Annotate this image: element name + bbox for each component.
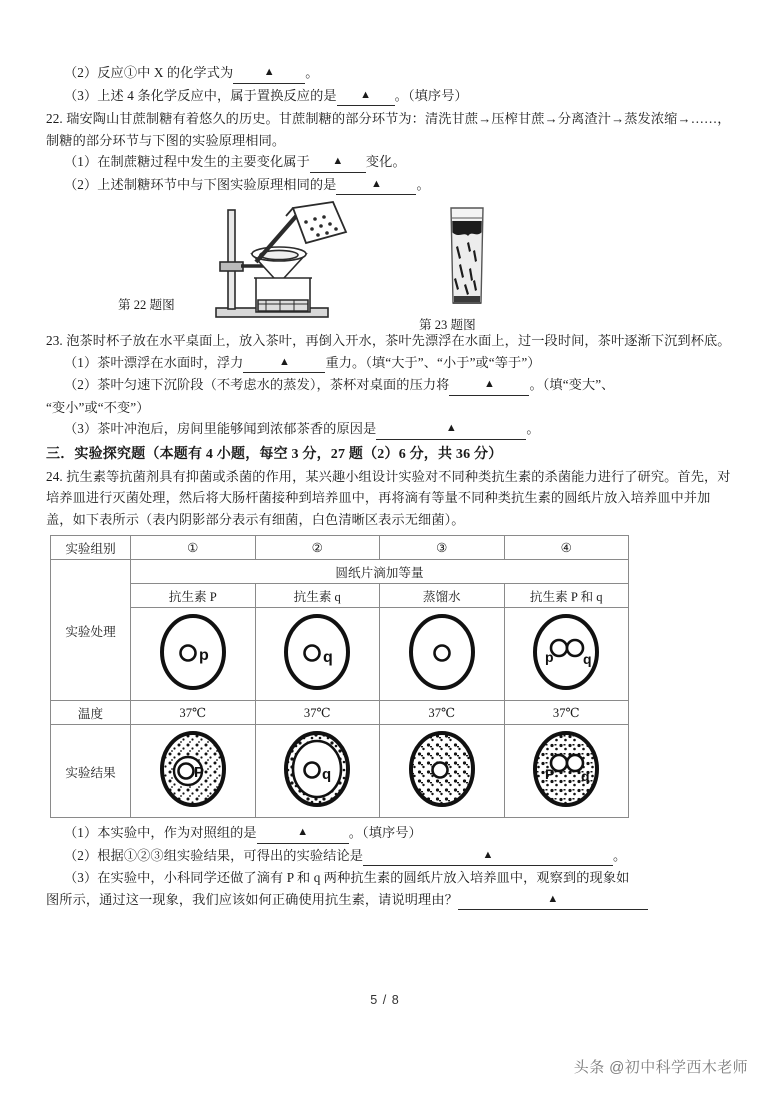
- result-dish-4: [504, 725, 629, 818]
- q22-item2-post: 。: [416, 176, 430, 192]
- treatment-dish-1: [131, 608, 256, 701]
- q23-item2-post2: “变小”或“不变”）: [46, 399, 150, 415]
- blank-triangle-icon: ▲: [332, 155, 344, 167]
- svg-text:P: P: [193, 764, 204, 781]
- q24-item2-post: 。: [613, 847, 627, 863]
- treatment-dish-2: [255, 608, 380, 701]
- table-row-group-header: [51, 536, 629, 560]
- disc-header-cell: 圆纸片滴加等量: [131, 560, 629, 584]
- table-row-results: [51, 725, 629, 818]
- table-row-treatment-dishes: [51, 608, 629, 701]
- watermark: 头条 @初中科学西木老师: [573, 1059, 748, 1076]
- q24-item2-pre: （2）根据①②③组实验结果，可得出的实验结论是: [64, 847, 364, 863]
- q23-item3-pre: （3）茶叶冲泡后，房间里能够闻到浓郁茶香的原因是: [64, 421, 377, 436]
- q23-item3-blank[interactable]: [376, 417, 526, 440]
- q23-number: 23.: [46, 333, 63, 348]
- q23-item1-pre: （1）茶叶漂浮在水面时，浮力: [64, 354, 244, 370]
- svg-text:p: p: [545, 649, 554, 665]
- row-label-result: 实验结果: [51, 725, 131, 818]
- result-dish-1: [131, 725, 256, 818]
- blank-triangle-icon: ▲: [360, 88, 372, 101]
- q23-stem-text: 泡茶时杯子放在水平桌面上，放入茶叶，再倒入开水，茶叶先漂浮在水面上，过一段时间，茶叶逐渐下沉到杯底。: [66, 333, 731, 348]
- experiment-table: [50, 535, 629, 818]
- question-22-stem: [46, 108, 734, 151]
- blank-triangle-icon: ▲: [445, 422, 457, 434]
- temperature-3: 37℃: [380, 701, 505, 725]
- svg-text:P: P: [545, 766, 555, 782]
- q21-item2-blank[interactable]: [233, 61, 305, 84]
- q21-item2-suffix: 。: [305, 65, 319, 80]
- q23-item1-post: 重力。（填“大于”、“小于”或“等于”）: [325, 354, 541, 370]
- figure-22-caption: 第 22 题图: [118, 298, 175, 312]
- q21-item3-suffix: 。（填序号）: [394, 87, 468, 103]
- disc-content-3: 蒸馏水: [380, 584, 505, 608]
- blank-triangle-icon: ▲: [263, 66, 275, 78]
- blank-triangle-icon: ▲: [482, 848, 494, 861]
- q22-item2-blank[interactable]: [336, 173, 416, 196]
- q24-item3-line1-text: （3）在实验中，小科同学还做了滴有 P 和 q 两种抗生素的圆纸片放入培养皿中，观察到的现象如: [64, 870, 630, 885]
- page-number: 5 / 8: [370, 993, 400, 1007]
- row-label-group: 实验组别: [51, 536, 131, 560]
- temperature-1: 37℃: [131, 701, 256, 725]
- q24-item3-line2: [46, 889, 734, 912]
- q22-item1-pre: （1）在制蔗糖过程中发生的主要变化属于: [64, 154, 310, 169]
- q24-item1-post: 。（填序号）: [348, 825, 422, 840]
- q22-item2-pre: （2）上述制糖环节中与下图实验原理相同的是: [64, 176, 337, 192]
- q24-item3-line1: [46, 867, 734, 889]
- table-row-temperature: [51, 701, 629, 725]
- result-dish-2: [255, 725, 380, 818]
- q23-item2-blank[interactable]: [449, 373, 529, 396]
- svg-text:q: q: [581, 768, 590, 784]
- table-row-disc-contents: [51, 584, 629, 608]
- question-24-stem: [46, 466, 734, 531]
- disc-content-2: 抗生素 q: [255, 584, 380, 608]
- figure-23-caption: 第 23 题图: [419, 318, 476, 332]
- q21-item3-blank[interactable]: [337, 84, 395, 107]
- q23-item2-pre: （2）茶叶匀速下沉阶段（不考虑水的蒸发），茶杯对桌面的压力将: [64, 377, 450, 392]
- blank-triangle-icon: ▲: [547, 892, 559, 905]
- q21-item2-text: （2）反应①中 X 的化学式为: [64, 65, 234, 80]
- blank-triangle-icon: ▲: [370, 177, 382, 190]
- svg-text:p: p: [198, 647, 209, 664]
- q21-item3-text: （3）上述 4 条化学反应中，属于置换反应的是: [64, 87, 337, 103]
- group-4-header: ④: [504, 536, 629, 560]
- filtration-apparatus-figure: [194, 200, 374, 322]
- q24-number: 24.: [46, 468, 63, 484]
- q24-item1: [46, 822, 734, 845]
- q23-item1-blank[interactable]: [243, 351, 325, 374]
- figures-row: [46, 198, 734, 330]
- q22-item1-post: 变化。: [365, 154, 406, 169]
- disc-content-1: 抗生素 P: [131, 584, 256, 608]
- group-3-header: ③: [380, 536, 505, 560]
- temperature-4: 37℃: [504, 701, 629, 725]
- q24-item3-blank[interactable]: [458, 888, 648, 911]
- disc-content-4: 抗生素 P 和 q: [504, 584, 629, 608]
- q24-item2: [46, 845, 734, 868]
- q23-item2-post: 。（填“变大”、: [529, 377, 615, 392]
- treatment-dish-3: [380, 608, 505, 701]
- row-label-temperature: 温度: [51, 701, 131, 725]
- q22-item2: [46, 174, 734, 197]
- svg-text:q: q: [323, 649, 334, 666]
- q22-item1-blank[interactable]: [310, 150, 366, 173]
- blank-triangle-icon: ▲: [278, 355, 290, 368]
- q23-item3: [46, 418, 734, 441]
- blank-triangle-icon: ▲: [483, 378, 495, 390]
- section-three-heading: 三．实验探究题（本题有 4 小题，每空 3 分，27 题（2）6 分，共 36 分）: [46, 446, 503, 462]
- result-dish-3: [380, 725, 505, 818]
- q23-item1: [46, 352, 734, 375]
- question-23-stem: [46, 330, 734, 352]
- q22-item1: [46, 151, 734, 174]
- group-1-header: ①: [131, 536, 256, 560]
- q22-stem-text: 瑞安陶山甘蔗制糖有着悠久的历史。甘蔗制糖的部分环节为：清洗甘蔗→压榨甘蔗→分离渣汁→蒸发浓缩→……，制糖的部分环节与下图的实验原理相同。: [46, 111, 731, 148]
- svg-text:q: q: [583, 651, 592, 667]
- q24-item1-blank[interactable]: [257, 821, 349, 844]
- temperature-2: 37℃: [255, 701, 380, 725]
- q21-item2: [46, 62, 734, 85]
- group-2-header: ②: [255, 536, 380, 560]
- table-row-disc-header: [51, 560, 629, 584]
- q23-item2-cont: [46, 397, 734, 419]
- svg-text:q: q: [322, 766, 332, 783]
- row-label-treatment: 实验处理: [51, 560, 131, 701]
- q24-item1-pre: （1）本实验中，作为对照组的是: [64, 825, 257, 840]
- q23-item2: [46, 374, 734, 397]
- q23-item3-post: 。: [526, 421, 540, 436]
- tea-glass-figure: [428, 202, 506, 314]
- q22-number: 22.: [46, 111, 63, 126]
- q24-item3-line2-text: 图所示，通过这一现象，我们应该如何正确使用抗生素，请说明理由？: [46, 891, 458, 907]
- q24-stem-text: 抗生素等抗菌剂具有抑菌或杀菌的作用，某兴趣小组设计实验对不同种类抗生素的杀菌能力进行了研究。首先，对培养皿进行灭菌处理，然后将大肠杆菌接种到培养皿中，再将滴有等量不同种类抗生素的圆纸片放入培养皿中并加盖，如下表所示（表内阴影部分表示有细菌，白色清晰区表示无细菌）。: [46, 468, 731, 527]
- blank-triangle-icon: ▲: [297, 826, 309, 838]
- treatment-dish-4: [504, 608, 629, 701]
- q24-item2-blank[interactable]: [363, 844, 613, 867]
- q21-item3: [46, 85, 734, 108]
